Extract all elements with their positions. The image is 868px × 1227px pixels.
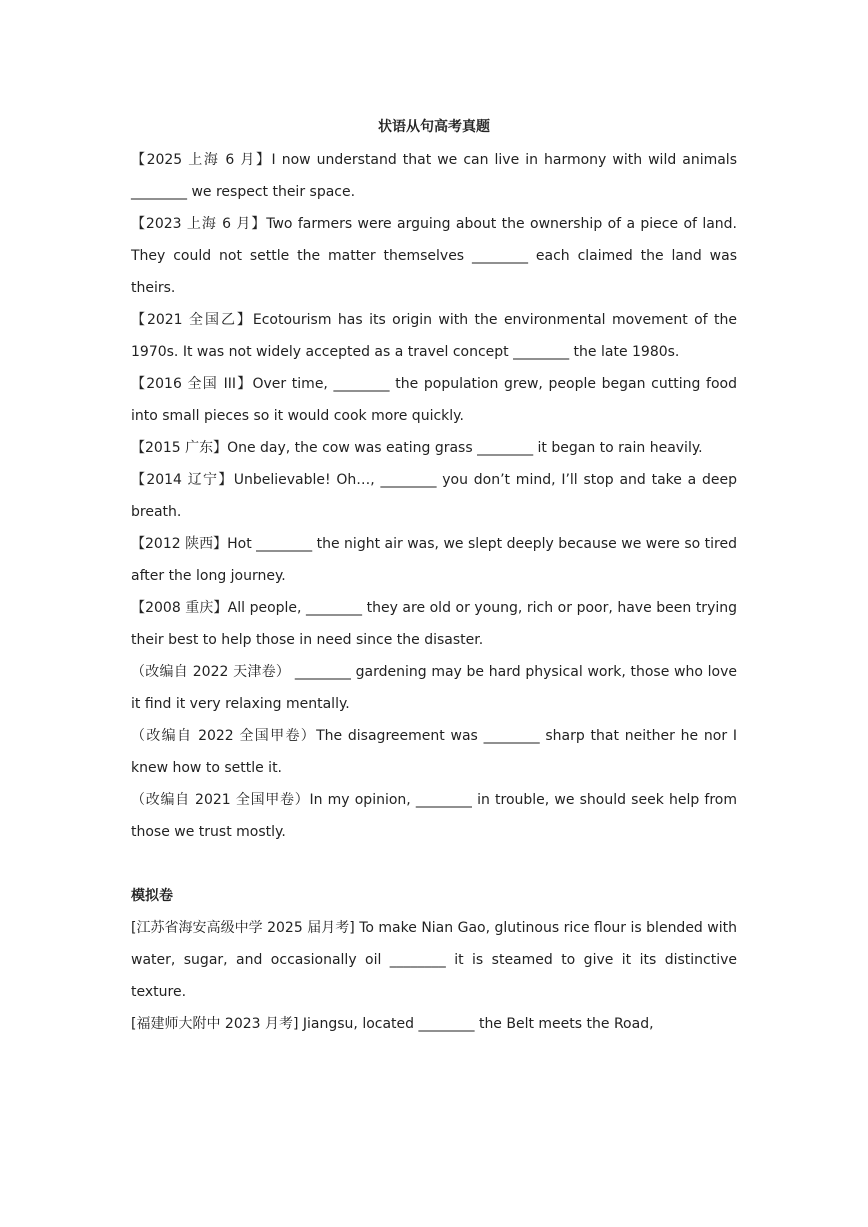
- section-spacer: [131, 848, 737, 880]
- question-paragraph: 【2025 上海 6 月】I now understand that we can live in harmony with wild animals ________ we respect their space.: [131, 152, 737, 200]
- page-title: 状语从句高考真题: [378, 119, 490, 135]
- question-paragraph: 【2014 辽宁】Unbelievable! Oh…, ________ you don’t mind, I’ll stop and take a deep breath.: [131, 472, 737, 520]
- question-paragraph: （改编自 2022 天津卷） ________ gardening may be hard physical work, those who love it find it very relaxing mentally.: [131, 664, 737, 712]
- question-paragraph: 【2016 全国 III】Over time, ________ the population grew, people began cutting food into small pieces so it would cook more quickly.: [131, 376, 737, 424]
- question-paragraph: 【2015 广东】One day, the cow was eating grass ________ it began to rain heavily.: [131, 440, 703, 456]
- question-paragraph: （改编自 2022 全国甲卷）The disagreement was ________ sharp that neither he nor I knew how to settle it.: [131, 728, 737, 776]
- question-paragraph: 【2012 陕西】Hot ________ the night air was, we slept deeply because we were so tired after the long journey.: [131, 536, 737, 584]
- mock-question-paragraph: [江苏省海安高级中学 2025 届月考] To make Nian Gao, glutinous rice flour is blended with water, sugar, and occasionally oil ________ it is steamed to give it its distinctive texture.: [131, 920, 737, 1000]
- document-body: [131, 144, 737, 1040]
- mock-section-heading: 模拟卷: [131, 888, 173, 904]
- question-paragraph: （改编自 2021 全国甲卷）In my opinion, ________ in trouble, we should seek help from those we trust mostly.: [131, 792, 737, 840]
- question-paragraph: 【2008 重庆】All people, ________ they are old or young, rich or poor, have been trying their best to help those in need since the disaster.: [131, 600, 737, 648]
- question-paragraph: 【2023 上海 6 月】Two farmers were arguing about the ownership of a piece of land. They could not settle the matter themselves ________ each claimed the land was theirs.: [131, 216, 737, 296]
- question-paragraph: 【2021 全国乙】Ecotourism has its origin with the environmental movement of the 1970s. It was not widely accepted as a travel concept ________ the late 1980s.: [131, 312, 737, 360]
- mock-question-paragraph: [福建师大附中 2023 月考] Jiangsu, located ________ the Belt meets the Road,: [131, 1016, 654, 1032]
